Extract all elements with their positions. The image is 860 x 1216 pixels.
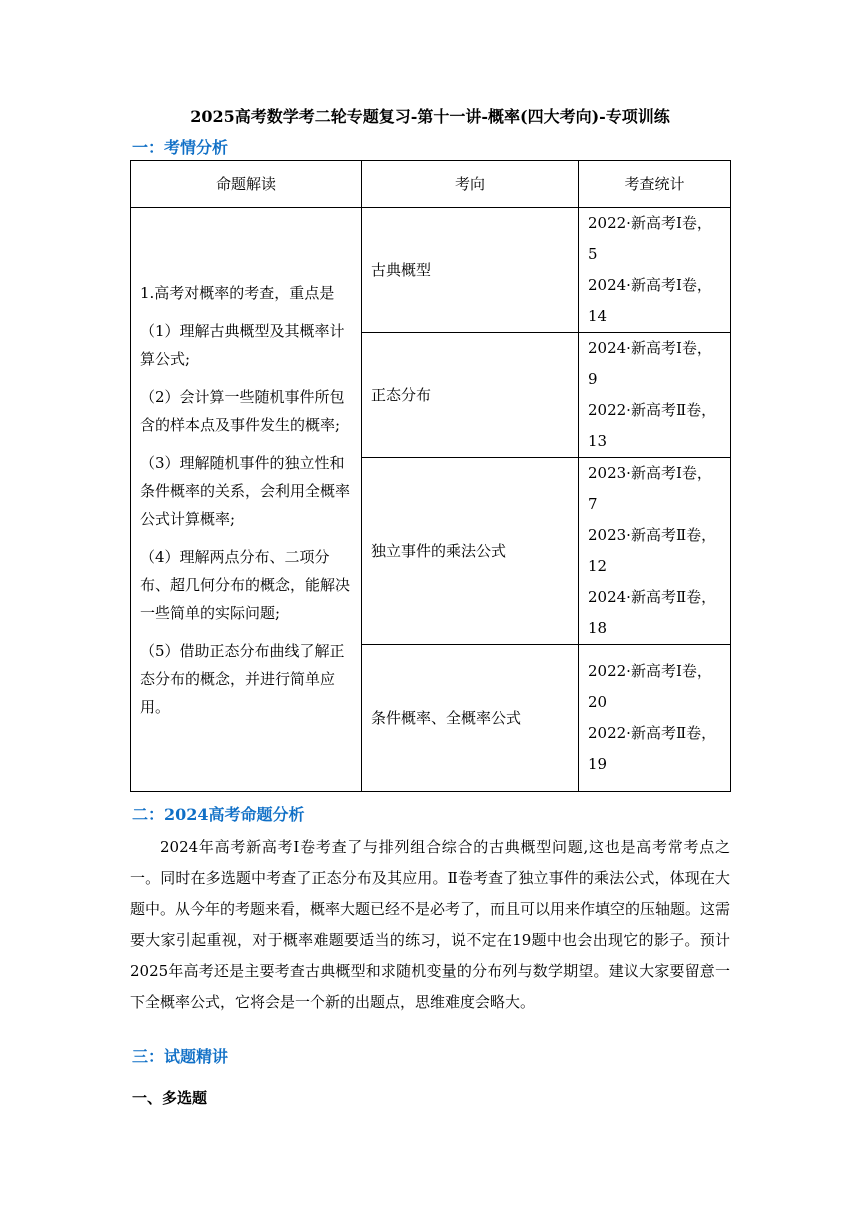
stats-line: 2022·新高考Ⅱ卷，	[588, 401, 717, 419]
analysis-paragraph: 2024年高考新高考Ⅰ卷考查了与排列组合综合的古典概型问题,这也是高考常考点之一。同时在多选题中考查了正态分布及其应用。Ⅱ卷考查了独立事件的乘法公式，体现在大题中。从今年的考题来看，概率大题已经不是必考了，而且可以用来作填空的压轴题。这需要大家引起重视，对于概率难题要适当的练习，说不定在19题中也会出现它的影子。预计2025年高考还是主要考查古典概型和求随机变量的分布列与数学期望。建议大家要留意一下全概率公式，它将会是一个新的出题点，思维难度会略大。	[130, 838, 731, 1011]
stats-line: 2023·新高考Ⅱ卷，	[588, 526, 717, 544]
table-row	[131, 208, 731, 333]
section-heading-2024-analysis: 二：2024高考命题分析	[132, 805, 305, 824]
stats-line: 14	[588, 307, 608, 325]
interpretation-line: （4）理解两点分布、二项分布、超几何分布的概念，能解决一些简单的实际问题;	[140, 547, 351, 622]
subsection-heading-multiple-choice: 一、多选题	[132, 1089, 208, 1107]
document-title: 2025高考数学考二轮专题复习-第十一讲-概率(四大考向)-专项训练	[190, 107, 670, 126]
topic-cell: 古典概型	[362, 208, 579, 333]
column-header: 命题解读	[131, 161, 362, 208]
stats-cell	[579, 645, 731, 792]
section-heading-analysis: 一：考情分析	[132, 138, 229, 157]
stats-line: 19	[588, 755, 608, 773]
interpretation-line: （5）借助正态分布曲线了解正态分布的概念，并进行简单应用。	[140, 641, 345, 716]
stats-line: 2023·新高考Ⅰ卷，7	[588, 464, 712, 513]
section-heading-exercises: 三：试题精讲	[132, 1047, 229, 1066]
stats-line: 2022·新高考Ⅰ卷，	[588, 662, 712, 680]
analysis-table	[130, 160, 731, 792]
interpretation-line: 1.高考对概率的考查，重点是	[140, 283, 335, 302]
stats-line: 2024·新高考Ⅰ卷，	[588, 276, 712, 294]
interpretation-line: （2）会计算一些随机事件所包含的样本点及事件发生的概率;	[140, 387, 345, 434]
stats-line: 2022·新高考Ⅰ卷，5	[588, 214, 712, 263]
stats-line: 2022·新高考Ⅱ卷，	[588, 724, 717, 742]
stats-line: 18	[588, 619, 608, 637]
stats-cell	[579, 333, 731, 458]
stats-line: 2024·新高考Ⅰ卷，9	[588, 339, 712, 388]
topic-cell: 独立事件的乘法公式	[362, 458, 579, 645]
interpretation-line: （3）理解随机事件的独立性和条件概率的关系，会利用全概率公式计算概率;	[140, 453, 351, 528]
stats-line: 2024·新高考Ⅱ卷，	[588, 588, 717, 606]
stats-line: 13	[588, 432, 608, 450]
stats-line: 12	[588, 557, 608, 575]
interpretation-cell	[131, 208, 362, 792]
stats-cell	[579, 458, 731, 645]
stats-line: 20	[588, 693, 608, 711]
interpretation-line: （1）理解古典概型及其概率计算公式;	[140, 321, 345, 368]
column-header: 考向	[362, 161, 579, 208]
topic-cell: 正态分布	[362, 333, 579, 458]
column-header: 考查统计	[579, 161, 731, 208]
topic-cell: 条件概率、全概率公式	[362, 645, 579, 792]
stats-cell	[579, 208, 731, 333]
table-header-row	[131, 161, 731, 208]
